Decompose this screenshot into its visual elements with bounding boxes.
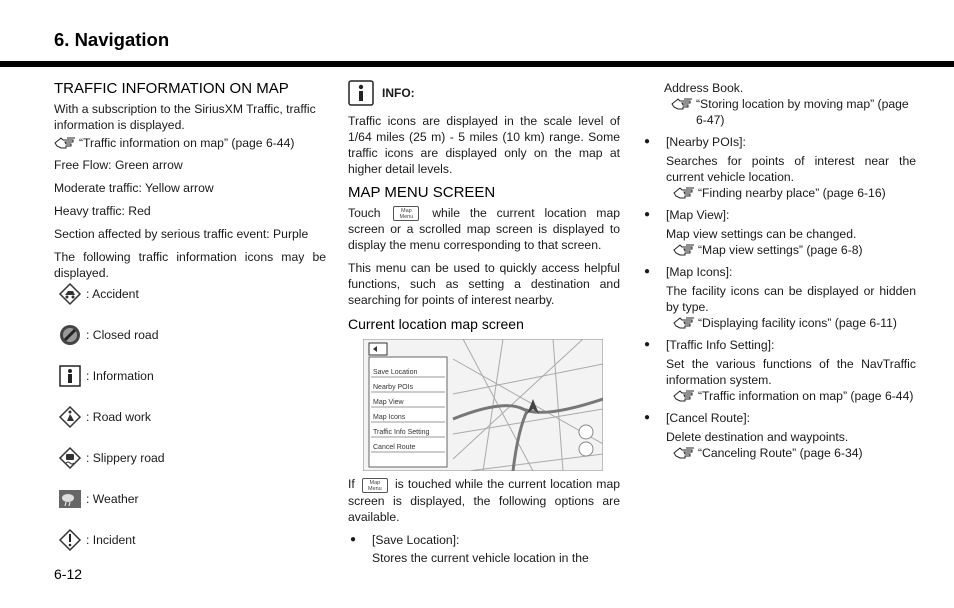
option-desc: Set the various functions of the NavTraffic information system. [666, 357, 916, 387]
reference-icon [673, 446, 695, 460]
option-desc: Delete destination and waypoints. [666, 430, 849, 444]
traffic-info-ref[interactable] [54, 135, 326, 151]
road-work-icon [58, 405, 82, 429]
option-ref[interactable] [666, 242, 916, 258]
screen-menu-item: Cancel Route [373, 444, 416, 452]
bullet-icon: ● [644, 266, 651, 277]
icon-label: : Road work [86, 409, 152, 424]
column-middle [348, 80, 620, 572]
bullet-icon: ● [644, 412, 651, 423]
bullet-icon: ● [350, 533, 357, 545]
reference-text: “Traffic information on map” (page 6-44) [79, 136, 295, 150]
reference-text: “Displaying facility icons” (page 6-11) [698, 316, 897, 330]
if-after-text: is touched while the current location map screen is displayed, the following options are available. [348, 477, 621, 524]
page-title: 6. Navigation [54, 29, 170, 50]
closed-road-icon [58, 323, 82, 347]
screen-menu-item: Map View [373, 399, 404, 407]
page-number: 6-12 [54, 566, 83, 582]
option-desc: Searches for points of interest near the current vehicle location. [666, 154, 916, 184]
current-location-subheading: Current location map screen [348, 316, 524, 333]
option-traffic-info-setting [642, 337, 916, 404]
icon-label: : Closed road [86, 327, 159, 342]
zoom-out-icon [579, 442, 593, 456]
map-menu-button-line1: Map [369, 479, 381, 486]
reference-icon [673, 186, 695, 200]
map-menu-button-line1: Map [401, 208, 412, 215]
reference-text: “Canceling Route” (page 6-34) [698, 446, 863, 460]
reference-icon [54, 136, 76, 150]
touch-before-text: Touch [348, 206, 381, 220]
option-label: [Traffic Info Setting]: [666, 338, 775, 352]
option-ref[interactable] [666, 445, 916, 461]
info-icon [348, 80, 374, 106]
reference-icon [673, 316, 695, 330]
map-menu-heading: MAP MENU SCREEN [348, 184, 496, 201]
traffic-icon-row [54, 314, 326, 355]
option-label: [Nearby POIs]: [666, 135, 746, 149]
info-text: Traffic icons are displayed in the scale level of 1/64 miles (25 m) - 5 miles (10 km) range. Some traffic icons are displayed only on the map at higher detail levels. [348, 114, 620, 176]
traffic-icon-row [54, 355, 326, 396]
option-desc-continued: Address Book. [664, 81, 744, 95]
column-right [644, 80, 916, 467]
reference-text: “Map view settings” (page 6-8) [698, 243, 863, 257]
bullet-icon: ● [644, 209, 651, 220]
traffic-icon-row [54, 437, 326, 478]
reference-icon [671, 97, 693, 111]
reference-icon [673, 389, 695, 403]
traffic-icon-row [54, 396, 326, 437]
option-desc: The facility icons can be displayed or hidden by type. [666, 284, 916, 314]
map-menu-button-line2: Menu [367, 485, 382, 492]
incident-icon [58, 528, 82, 552]
icons-intro: The following traffic information icons may be displayed. [54, 250, 326, 280]
map-menu-para2: This menu can be used to quickly access helpful functions, such as setting a destination and searching for points of interest nearby. [348, 261, 620, 308]
bullet-icon: ● [644, 339, 651, 350]
map-screen-illustration [363, 339, 603, 471]
column-left [54, 80, 326, 560]
traffic-info-intro: With a subscription to the SiriusXM Traffic, traffic information is displayed. [54, 102, 316, 132]
option-list [642, 134, 916, 461]
icon-label: : Information [86, 368, 154, 383]
option-nearby-pois [642, 134, 916, 201]
reference-text: “Storing location by moving map” (page 6-47) [696, 97, 909, 127]
information-icon [58, 364, 82, 388]
serious-event-text: Section affected by serious traffic event: Purple [54, 227, 309, 241]
option-label: [Map View]: [666, 208, 730, 222]
header-rule [0, 61, 954, 67]
option-cancel-route [642, 410, 916, 461]
reference-icon [673, 243, 695, 257]
map-menu-button[interactable] [393, 206, 419, 221]
touch-after-text: while the current location map screen or a scrolled map screen is displayed to display the menu corresponding to that screen. [348, 206, 621, 253]
accident-icon [58, 282, 82, 306]
bullet-icon: ● [644, 136, 651, 147]
reference-text: “Finding nearby place” (page 6-16) [698, 186, 886, 200]
if-touched-para [348, 476, 620, 524]
free-flow-text: Free Flow: Green arrow [54, 158, 183, 172]
map-screen-svg [363, 339, 603, 471]
icon-label: : Weather [86, 491, 139, 506]
weather-icon [58, 487, 82, 511]
option-map-view [642, 207, 916, 258]
traffic-icon-row [54, 519, 326, 560]
reference-text: “Traffic information on map” (page 6-44) [698, 389, 914, 403]
option-desc: Stores the current vehicle location in the [372, 550, 589, 565]
info-title: INFO: [382, 86, 415, 100]
option-save-location [348, 532, 620, 566]
screen-menu-item: Traffic Info Setting [373, 429, 430, 437]
screen-menu-item: Map Icons [373, 414, 406, 422]
option-label: [Save Location]: [372, 532, 460, 547]
info-box [348, 80, 620, 106]
icon-label: : Slippery road [86, 450, 165, 465]
option-ref[interactable] [664, 96, 916, 128]
if-before-text: If [348, 477, 355, 492]
map-menu-button-line2: Menu [399, 214, 414, 221]
option-ref[interactable] [666, 315, 916, 331]
option-map-icons [642, 264, 916, 331]
slippery-road-icon [58, 446, 82, 470]
traffic-icon-list [54, 273, 326, 560]
map-menu-button-inline[interactable] [362, 478, 388, 493]
moderate-traffic-text: Moderate traffic: Yellow arrow [54, 181, 214, 195]
screen-menu-item: Save Location [373, 369, 418, 377]
back-icon [369, 343, 387, 355]
zoom-in-icon [579, 425, 593, 439]
map-menu-para1 [348, 205, 620, 253]
screen-menu-item: Nearby POIs [373, 384, 414, 392]
option-label: [Cancel Route]: [666, 411, 751, 425]
traffic-info-heading: TRAFFIC INFORMATION ON MAP [54, 80, 289, 97]
option-desc: Map view settings can be changed. [666, 227, 857, 241]
option-label: [Map Icons]: [666, 265, 733, 279]
option-ref[interactable] [666, 185, 916, 201]
icon-label: : Accident [86, 286, 139, 301]
traffic-icon-row [54, 478, 326, 519]
icon-label: : Incident [86, 532, 136, 547]
heavy-traffic-text: Heavy traffic: Red [54, 204, 151, 218]
option-ref[interactable] [666, 388, 916, 404]
